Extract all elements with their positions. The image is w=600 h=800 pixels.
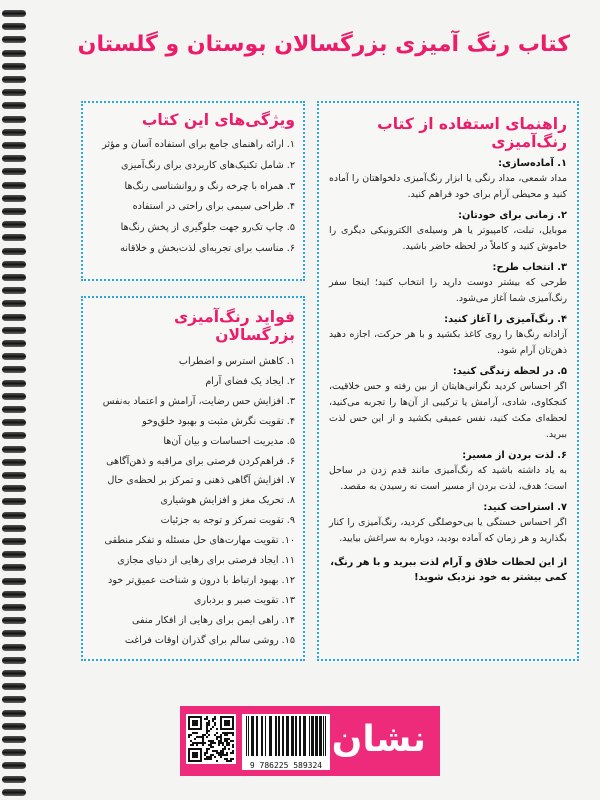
spiral-ring <box>2 512 26 519</box>
spiral-ring <box>2 657 26 664</box>
spiral-ring <box>2 393 26 400</box>
spiral-ring <box>2 736 26 743</box>
spiral-ring <box>2 274 26 281</box>
spiral-ring <box>2 406 26 413</box>
spiral-ring <box>2 604 26 611</box>
isbn-number: 9 786225 589324 <box>249 761 323 770</box>
spiral-ring <box>2 36 26 43</box>
guide-closing: از این لحظات خلاق و آرام لذت ببرید و با هر رنگ، کمی بیشتر به خود نزدیک شوید! <box>330 557 567 583</box>
spiral-ring <box>2 102 26 109</box>
feature-item: ۳. همراه با چرخه رنگ و روانشناسی رنگ‌ها <box>124 180 295 192</box>
features-list <box>91 135 295 260</box>
spiral-ring <box>2 538 26 545</box>
benefits-heading: فواید رنگ‌آمیزی بزرگسالان <box>173 308 295 344</box>
benefit-item: ۱۵. روشی سالم برای گذران اوقات فراغت <box>124 634 295 646</box>
spiral-ring <box>2 432 26 439</box>
publisher-strip <box>180 706 440 776</box>
spiral-ring <box>2 789 26 796</box>
guide-step-title: ۵. در لحظه زندگی کنید: <box>452 366 567 377</box>
guide-box <box>317 101 579 661</box>
features-box <box>81 101 305 281</box>
benefit-item: ۱۰. تقویت مهارت‌های حل مسئله و تفکر منطقی <box>104 535 295 547</box>
benefit-item: ۳. افزایش حس رضایت، آرامش و اعتماد به‌نفس <box>102 395 295 407</box>
guide-step-title: ۳. انتخاب طرح: <box>492 262 567 273</box>
spiral-ring <box>2 498 26 505</box>
spiral-ring <box>2 208 26 215</box>
guide-step <box>329 158 567 203</box>
guide-step-text: به یاد داشته باشید که رنگ‌آمیزی مانند قدم زدن در ساحل است؛ هدف، لذت بردن از مسیر است نه رسیدن به مقصد. <box>329 465 567 492</box>
feature-item: ۲. شامل تکنیک‌های کاربردی برای رنگ‌آمیزی <box>120 159 295 171</box>
benefit-item: ۶. فراهم‌کردن فرصتی برای مراقبه و ذهن‌آگاهی <box>106 455 295 467</box>
spiral-ring <box>2 63 26 70</box>
spiral-ring <box>2 525 26 532</box>
guide-step-text: مداد شمعی، مداد رنگی یا ابزار رنگ‌آمیزی دلخواهتان را آماده کنید و محیطی آرام برای خود فراهم کنید. <box>329 173 567 200</box>
spiral-ring <box>2 129 26 136</box>
spiral-ring <box>2 142 26 149</box>
spiral-ring <box>2 168 26 175</box>
benefit-item: ۱. کاهش استرس و اضطراب <box>178 356 295 367</box>
guide-step-text: طرحی که بیشتر دوست دارید را انتخاب کنید؛ اینجا سفر رنگ‌آمیزی شما آغاز می‌شود. <box>329 277 567 304</box>
guide-step <box>329 314 567 359</box>
guide-step <box>329 210 567 255</box>
spiral-ring <box>2 630 26 637</box>
spiral-ring <box>2 723 26 730</box>
spiral-ring <box>2 683 26 690</box>
spiral-ring <box>2 472 26 479</box>
guide-heading: راهنمای استفاده از کتاب رنگ‌آمیزی <box>377 115 567 151</box>
spiral-ring <box>2 23 26 30</box>
benefit-item: ۵. مدیریت احساسات و بیان آن‌ها <box>163 435 295 447</box>
benefit-item: ۷. افزایش آگاهی ذهنی و تمرکز بر لحظه‌ی حال <box>107 475 295 487</box>
spiral-ring <box>2 459 26 466</box>
spiral-ring <box>2 221 26 228</box>
spiral-binding <box>0 0 30 800</box>
features-heading: ویژگی‌های این کتاب <box>141 111 295 129</box>
spiral-ring <box>2 314 26 321</box>
spiral-ring <box>2 50 26 57</box>
spiral-ring <box>2 710 26 717</box>
spiral-ring <box>2 696 26 703</box>
feature-item: ۱. ارائه راهنمای جامع برای استفاده آسان و مؤثر <box>102 139 295 150</box>
benefit-item: ۲. ایجاد یک فضای آرام <box>205 375 295 387</box>
spiral-ring <box>2 380 26 387</box>
spiral-ring <box>2 155 26 162</box>
guide-step-title: ۱. آماده‌سازی: <box>498 158 567 169</box>
publisher-logo: نشان <box>331 719 426 760</box>
spiral-ring <box>2 762 26 769</box>
guide-step-title: ۴. رنگ‌آمیزی را آغاز کنید: <box>444 314 567 325</box>
spiral-ring <box>2 446 26 453</box>
spiral-ring <box>2 419 26 426</box>
benefit-item: ۸. تحریک مغز و افزایش هوشیاری <box>160 495 295 507</box>
benefit-item: ۱۲. بهبود ارتباط با درون و شناخت عمیق‌تر خود <box>108 574 295 586</box>
spiral-ring <box>2 591 26 598</box>
spiral-ring <box>2 366 26 373</box>
spiral-ring <box>2 776 26 783</box>
spiral-ring <box>2 76 26 83</box>
spiral-ring <box>2 749 26 756</box>
spiral-ring <box>2 116 26 123</box>
benefit-item: ۱۳. تقویت صبر و بردباری <box>193 594 295 606</box>
feature-item: ۴. طراحی سیمی برای راحتی در استفاده <box>132 201 295 213</box>
spiral-ring <box>2 89 26 96</box>
guide-step <box>329 450 567 495</box>
guide-step-text: موبایل، تبلت، کامپیوتر یا هر وسیله‌ی الکترونیکی دیگری را خاموش کنید و کاملاً در لحظه حاضر باشید. <box>329 225 567 252</box>
spiral-ring <box>2 578 26 585</box>
qr-code-icon <box>186 714 236 764</box>
spiral-ring <box>2 195 26 202</box>
spiral-ring <box>2 327 26 334</box>
guide-step-title: ۷. استراحت کنید: <box>483 502 567 513</box>
spiral-ring <box>2 10 26 17</box>
spiral-ring <box>2 670 26 677</box>
feature-item: ۵. چاپ تک‌رو جهت جلوگیری از پخش رنگ‌ها <box>120 222 295 234</box>
spiral-ring <box>2 644 26 651</box>
spiral-ring <box>2 300 26 307</box>
guide-step-text: آزادانه رنگ‌ها را روی کاغذ بکشید و با هر حرکت، اجازه دهید ذهن‌تان آرام شود. <box>329 329 567 356</box>
barcode-icon <box>242 714 330 770</box>
guide-step <box>329 262 567 307</box>
benefits-box <box>81 296 305 661</box>
spiral-ring <box>2 261 26 268</box>
page-title: کتاب رنگ آمیزی بزرگسالان بوستان و گلستان <box>77 32 570 57</box>
spiral-ring <box>2 551 26 558</box>
benefit-item: ۱۴. راهی ایمن برای رهایی از افکار منفی <box>132 614 295 626</box>
spiral-ring <box>2 617 26 624</box>
guide-step-text: اگر احساس خستگی یا بی‌حوصلگی کردید، رنگ‌آمیزی را کنار بگذارید و هر زمان که آماده بودید، دوباره به سراغش بیایید. <box>329 517 567 544</box>
benefit-item: ۱۱. ایجاد فرصتی برای رهایی از دنیای مجازی <box>117 555 295 567</box>
guide-steps <box>329 158 567 547</box>
spiral-ring <box>2 234 26 241</box>
guide-step <box>329 366 567 443</box>
spiral-ring <box>2 564 26 571</box>
guide-step-text: اگر احساس کردید نگرانی‌هایتان از بین رفته و حس خلاقیت، کنجکاوی، شادی، آرامش یا ترکیبی از آن‌ها را تجربه می‌کنید، لحظه‌ای مکث کنید، نفس عمیقی بکشید و از این حس لذت ببرید. <box>329 381 567 440</box>
spiral-ring <box>2 340 26 347</box>
guide-step-title: ۲. زمانی برای خودتان: <box>458 210 567 221</box>
benefit-item: ۹. تقویت تمرکز و توجه به جزئیات <box>160 515 295 527</box>
spiral-ring <box>2 485 26 492</box>
spiral-ring <box>2 287 26 294</box>
benefit-item: ۴. تقویت نگرش مثبت و بهبود خلق‌وخو <box>142 415 295 427</box>
feature-item: ۶. مناسب برای تجربه‌ای لذت‌بخش و خلاقانه <box>120 242 295 254</box>
benefits-list <box>91 352 295 651</box>
guide-step-title: ۶. لذت بردن از مسیر: <box>462 450 567 461</box>
spiral-ring <box>2 248 26 255</box>
guide-step <box>329 502 567 547</box>
spiral-ring <box>2 353 26 360</box>
spiral-ring <box>2 182 26 189</box>
